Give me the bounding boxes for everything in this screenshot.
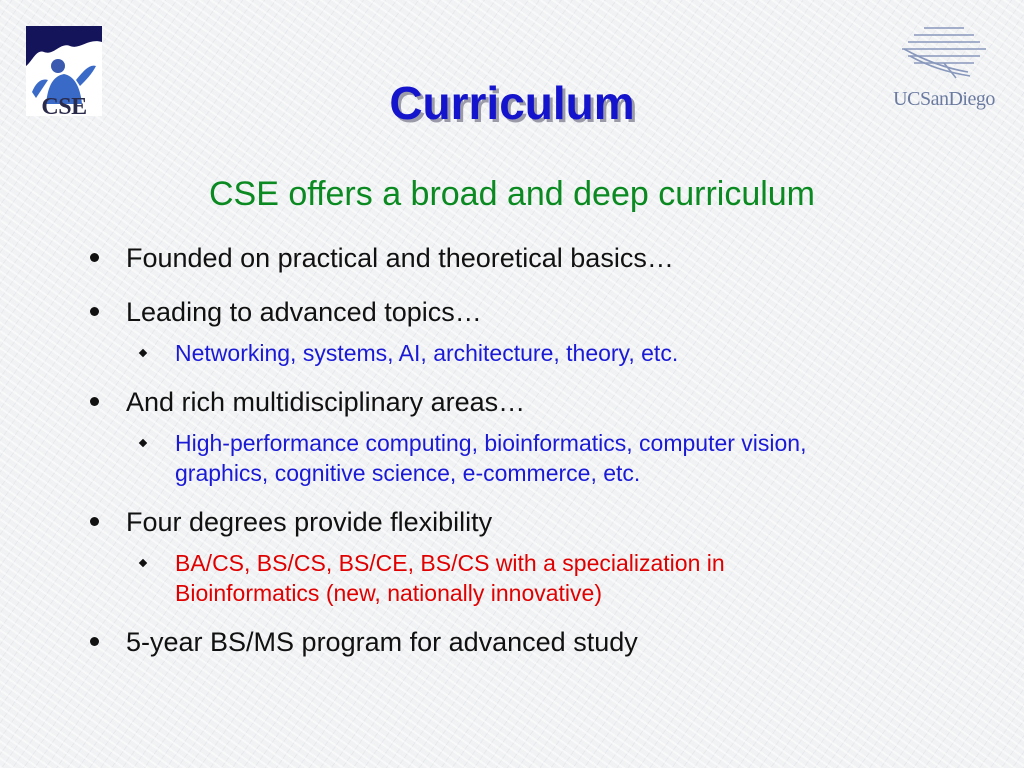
cse-logo-text: CSE bbox=[41, 94, 87, 120]
bullet-item bbox=[86, 236, 986, 280]
sub-bullet-text: High-performance computing, bioinformatics, computer vision, graphics, cognitive science, e-commerce, etc. bbox=[175, 430, 807, 486]
diamond-bullet-icon bbox=[139, 349, 147, 357]
bullet-dot-icon bbox=[90, 517, 99, 526]
bullet-list bbox=[86, 236, 986, 674]
diamond-bullet-icon bbox=[139, 559, 147, 567]
diamond-bullet-icon bbox=[139, 439, 147, 447]
bullet-item bbox=[86, 290, 986, 334]
sub-bullet-item bbox=[140, 428, 986, 488]
ucsd-logo-text: UCSanDiego bbox=[893, 88, 995, 110]
bullet-text: Four degrees provide flexibility bbox=[126, 507, 493, 537]
sub-bullet-text: Networking, systems, AI, architecture, theory, etc. bbox=[175, 340, 679, 366]
sub-bullet-item bbox=[140, 338, 986, 368]
bullet-text: Leading to advanced topics… bbox=[126, 297, 482, 327]
bullet-dot-icon bbox=[90, 397, 99, 406]
bullet-text: And rich multidisciplinary areas… bbox=[126, 387, 526, 417]
bullet-item bbox=[86, 500, 986, 544]
sub-bullet-item bbox=[140, 548, 986, 608]
bullet-dot-icon bbox=[90, 307, 99, 316]
bullet-text: Founded on practical and theoretical basics… bbox=[126, 243, 674, 273]
sub-bullet-text: BA/CS, BS/CS, BS/CE, BS/CS with a specialization in Bioinformatics (new, nationally innovative) bbox=[175, 550, 725, 606]
slide-subtitle: CSE offers a broad and deep curriculum bbox=[208, 175, 816, 213]
bullet-item bbox=[86, 620, 986, 664]
bullet-dot-icon bbox=[90, 637, 99, 646]
bullet-text: 5-year BS/MS program for advanced study bbox=[126, 627, 638, 657]
bullet-item bbox=[86, 380, 986, 424]
slide-title: Curriculum bbox=[389, 77, 635, 129]
bullet-dot-icon bbox=[90, 253, 99, 262]
